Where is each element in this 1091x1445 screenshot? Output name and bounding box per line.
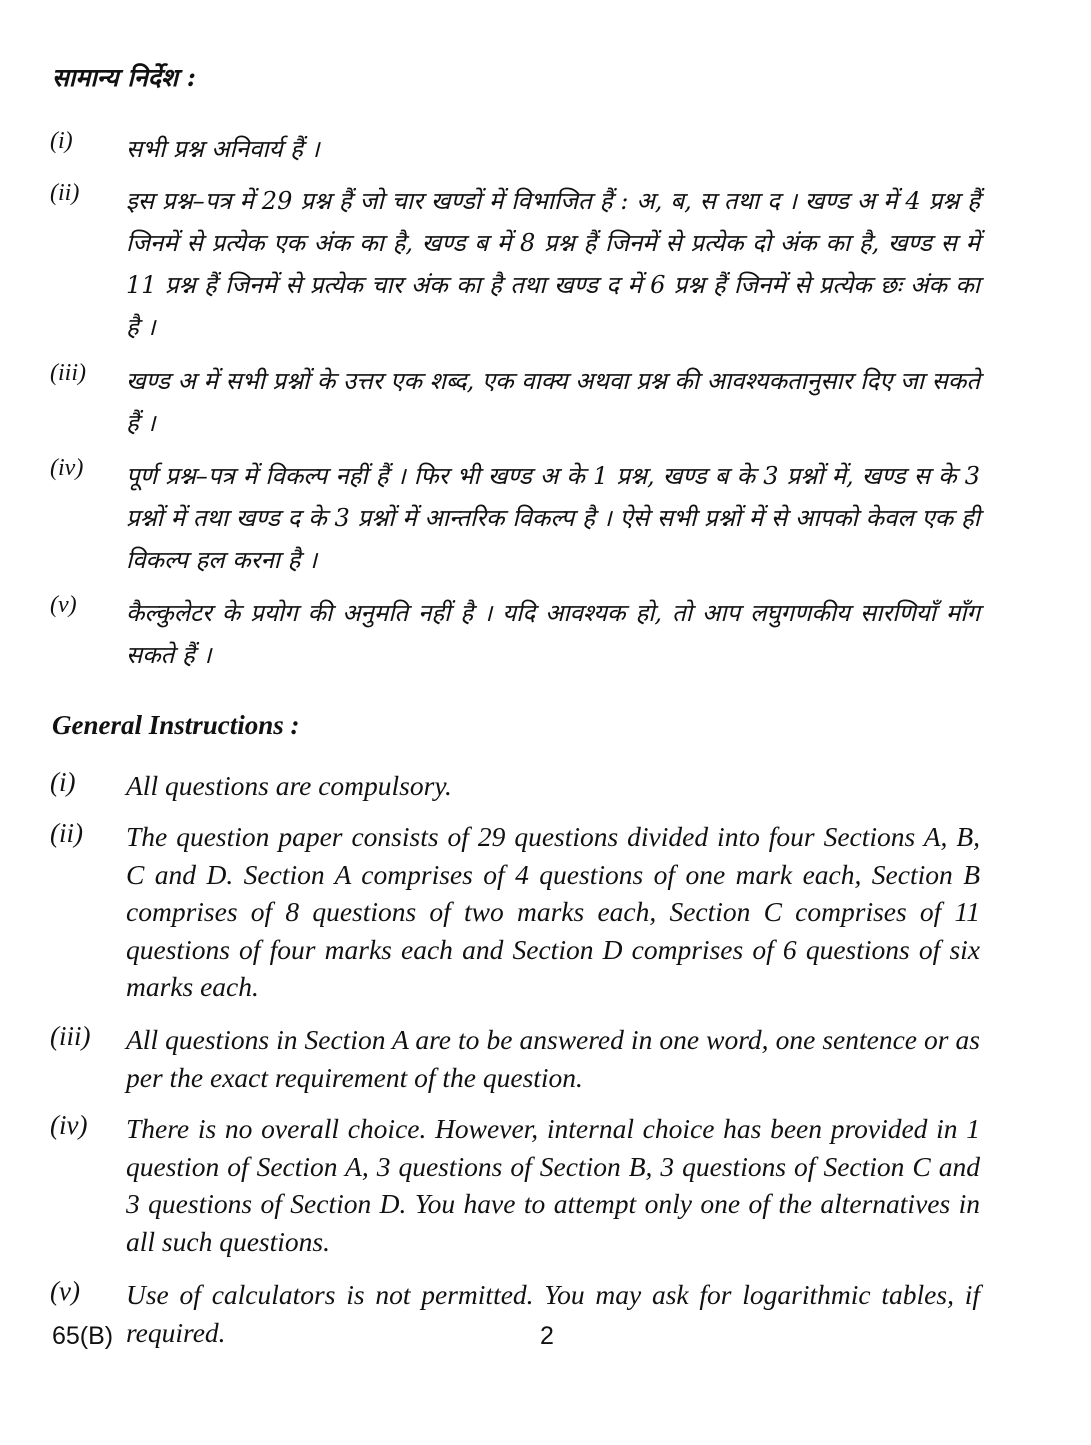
item-text: खण्ड अ में सभी प्रश्नों के उत्तर एक शब्द, एक वाक्य अथवा प्रश्न की आवश्यकतानुसार दिए जा सकते हैं ।: [126, 367, 980, 437]
item-text: All questions are compulsory.: [126, 770, 452, 801]
item-number: (ii): [50, 818, 83, 848]
item-text: There is no overall choice. However, internal choice has been provided in 1 question of Section A, 3 questions of Section B, 3 questions of Section C and 3 questions of Section D. You have to attempt only one of the alternatives in all such questions.: [126, 1113, 980, 1257]
item-number: (iii): [50, 360, 86, 386]
item-text: All questions in Section A are to be answered in one word, one sentence or as per the exact requirement of the question.: [126, 1024, 980, 1093]
item-number: (v): [50, 1276, 80, 1306]
item-text: इस प्रश्न–पत्र में 29 प्रश्न हैं जो चार खण्डों में विभाजित हैं : अ, ब, स तथा द । खण्ड अ में 4 प्रश्न हैं जिनमें से प्रत्येक एक अंक का है, खण्ड ब में 8 प्रश्न हैं जिनमें से प्रत्येक दो अंक का है, खण्ड स में 11 प्रश्न हैं जिनमें से प्रत्येक चार अंक का है तथा खण्ड द में 6 प्रश्न हैं जिनमें से प्रत्येक छः अंक का है ।: [126, 187, 980, 341]
item-number: (v): [50, 592, 77, 618]
item-number: (iii): [50, 1021, 91, 1051]
item-text: The question paper consists of 29 questions divided into four Sections A, B, C and D. Section A comprises of 4 questions of one mark each, Section B comprises of 8 questions of two marks each, Section C comprises of 11 questions of four marks each and Section D comprises of 6 questions of six marks each.: [126, 821, 980, 1002]
paper-code: 65(B): [52, 1322, 114, 1350]
item-text: सभी प्रश्न अनिवार्य हैं ।: [126, 135, 320, 163]
item-number: (i): [50, 767, 76, 797]
english-instructions-heading: General Instructions :: [52, 710, 300, 740]
item-number: (iv): [50, 455, 84, 481]
item-text: पूर्ण प्रश्न–पत्र में विकल्प नहीं हैं । फिर भी खण्ड अ के 1 प्रश्न, खण्ड ब के 3 प्रश्नों में, खण्ड स के 3 प्रश्नों में तथा खण्ड द के 3 प्रश्नों में आन्तरिक विकल्प है । ऐसे सभी प्रश्नों में से आपको केवल एक ही विकल्प हल करना है ।: [126, 462, 980, 574]
page-number: 2: [540, 1322, 554, 1350]
item-number: (ii): [50, 180, 80, 206]
hindi-instructions-heading: सामान्य निर्देश :: [52, 63, 196, 92]
item-text: कैल्कुलेटर के प्रयोग की अनुमति नहीं है । यदि आवश्यक हो, तो आप लघुगणकीय सारणियाँ माँग सकते हैं ।: [126, 599, 980, 669]
item-number: (i): [50, 128, 73, 154]
item-number: (iv): [50, 1110, 88, 1140]
item-text: Use of calculators is not permitted. You may ask for logarithmic tables, if required.: [126, 1279, 980, 1348]
